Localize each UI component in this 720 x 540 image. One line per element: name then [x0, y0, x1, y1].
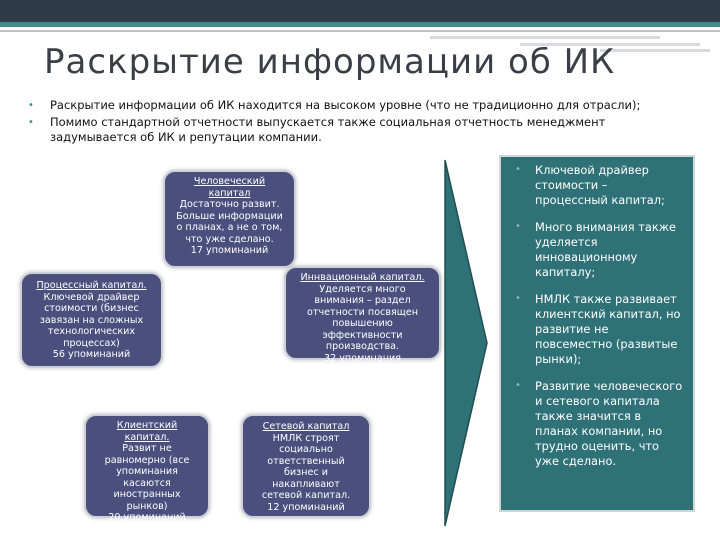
- card-client-capital: [84, 414, 210, 523]
- conclusion-panel: [499, 155, 695, 512]
- card-body: НМЛК строят социально ответственный бизнес и накапливают сетевой капитал.: [261, 432, 351, 501]
- card-title: Человеческий капитал: [193, 176, 266, 199]
- top-accent-bar: [0, 22, 720, 27]
- bullet-icon: •: [515, 380, 521, 391]
- decor-stripe: [430, 36, 660, 39]
- bullet-item: [28, 115, 688, 145]
- card-title: Клиентский капитал.: [116, 420, 178, 443]
- bullet-icon: •: [515, 164, 521, 175]
- panel-text: Развитие человеческого и сетевого капитала также значится в планах компании, но трудно оценить, что уже сделано.: [535, 379, 683, 468]
- bullet-icon: •: [28, 117, 34, 128]
- bullet-text: Помимо стандартной отчетности выпускается также социальная отчетность менеджмент задумывается об ИК и репутации компании.: [50, 115, 606, 144]
- card-body: Развит не равномерно (все упоминания касаются иностранных рынков): [104, 443, 190, 512]
- intro-bullets: [28, 98, 688, 147]
- card-count: 56 упоминаний: [52, 349, 131, 360]
- bullet-icon: •: [515, 221, 521, 232]
- card-innovation-capital: [284, 266, 441, 364]
- card-count: 17 упоминаний: [190, 245, 269, 256]
- arrow-icon: [443, 158, 491, 528]
- panel-text: Много внимания также уделяется инновационному капиталу;: [535, 220, 677, 279]
- card-body: Достаточно развит. Больше информации о планах, а не о том, что уже сделано.: [176, 199, 283, 245]
- panel-item: [513, 379, 683, 469]
- page-title: Раскрытие информации об ИК: [44, 42, 616, 82]
- card-count: 32 упоминания: [324, 352, 401, 364]
- card-count: 20 упоминаний: [108, 512, 186, 523]
- panel-text: НМЛК также развивает клиентский капитал, но развитие не повсеместно (развитые рынки);: [535, 292, 681, 366]
- bullet-icon: •: [515, 293, 521, 304]
- card-count: 12 упоминаний: [267, 501, 345, 513]
- top-thin-line: [0, 30, 720, 32]
- card-title: Иннвационный капитал.: [300, 272, 425, 283]
- card-network-capital: [241, 414, 371, 518]
- card-body: Ключевой драйвер стоимости (бизнес завязан на сложных технологических процессах): [39, 291, 144, 349]
- bullet-text: Раскрытие информации об ИК находится на высоком уровне (что не традиционно для отрасли);: [50, 98, 641, 112]
- card-process-capital: [20, 272, 163, 368]
- decor-stripe: [600, 49, 710, 52]
- panel-item: [513, 163, 683, 208]
- card-human-capital: [163, 170, 296, 268]
- panel-item: [513, 220, 683, 280]
- card-title: Сетевой капитал: [262, 421, 350, 432]
- panel-item: [513, 292, 683, 367]
- bullet-icon: •: [28, 100, 34, 111]
- top-bar: [0, 0, 720, 22]
- panel-text: Ключевой драйвер стоимости – процессный капитал;: [535, 163, 665, 207]
- card-title: Процессный капитал.: [36, 280, 147, 291]
- card-body: Уделяется много внимания – раздел отчетности посвящен повышению эффективности производства.: [307, 283, 418, 352]
- bullet-item: [28, 98, 688, 113]
